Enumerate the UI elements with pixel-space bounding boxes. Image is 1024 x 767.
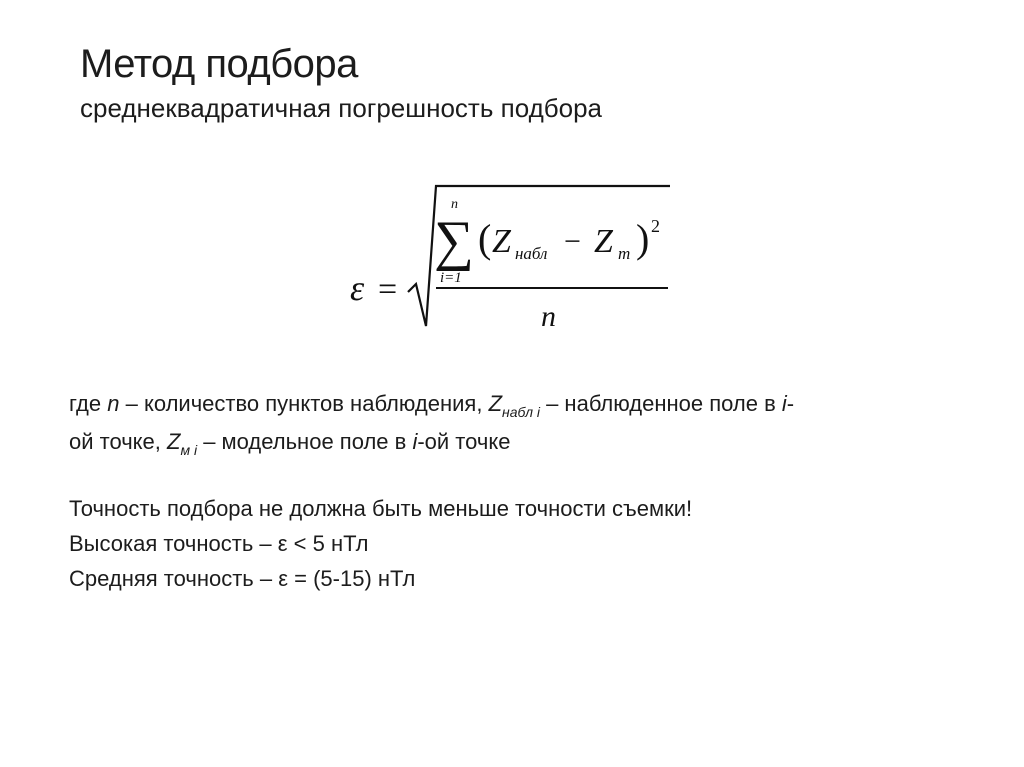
var-z-model: Z [167,429,181,454]
definitions-line-1 [69,386,949,424]
accuracy-high: Высокая точность – ε < 5 нТл [69,531,369,556]
formula-graphic [340,180,680,340]
close-paren: ) [636,216,650,261]
denominator-n: n [541,300,556,333]
text-model-field: – модельное поле в [197,429,413,454]
sum-upper-limit: n [451,197,458,212]
accuracy-statement: Точность подбора не должна быть меньше точности съемки! [69,496,693,521]
sum-lower-limit: i=1 [440,270,462,286]
open-paren: ( [478,216,492,261]
slide-title: Метод подбора [80,42,358,86]
var-n: n [107,391,120,416]
var-z-observed: Z [488,391,503,416]
formula-equals: = [378,271,398,308]
z-observed-subscript: набл [515,244,548,263]
var-i-2: i [412,429,418,454]
var-z-model-subscript: м i [180,442,198,458]
text-observed-field: – наблюденное поле в [539,391,782,416]
text-where: где [69,391,108,416]
text-n-definition: – количество пунктов наблюдения, [119,391,489,416]
text-point: ой точке, [69,429,168,454]
z-model: Z [594,223,613,260]
accuracy-medium: Средняя точность – ε = (5-15) нТл [69,566,416,591]
z-observed: Z [492,223,511,260]
text-point-end: -ой точке [417,429,511,454]
var-z-observed-subscript: набл i [502,404,540,420]
accuracy-paragraph [69,491,949,596]
slide-subtitle: среднеквадратичная погрешность подбора [80,93,603,123]
summation-sign: ∑ [434,210,474,272]
minus-sign: − [564,225,581,258]
formula-epsilon: ε [350,268,365,308]
text-hyphen: - [786,391,795,416]
definitions-line-2 [69,424,949,462]
rms-error-formula [340,180,680,340]
exponent-two: 2 [651,216,660,236]
var-i: i [781,391,787,416]
z-model-subscript: m [618,244,631,263]
definitions-paragraph [69,386,949,462]
